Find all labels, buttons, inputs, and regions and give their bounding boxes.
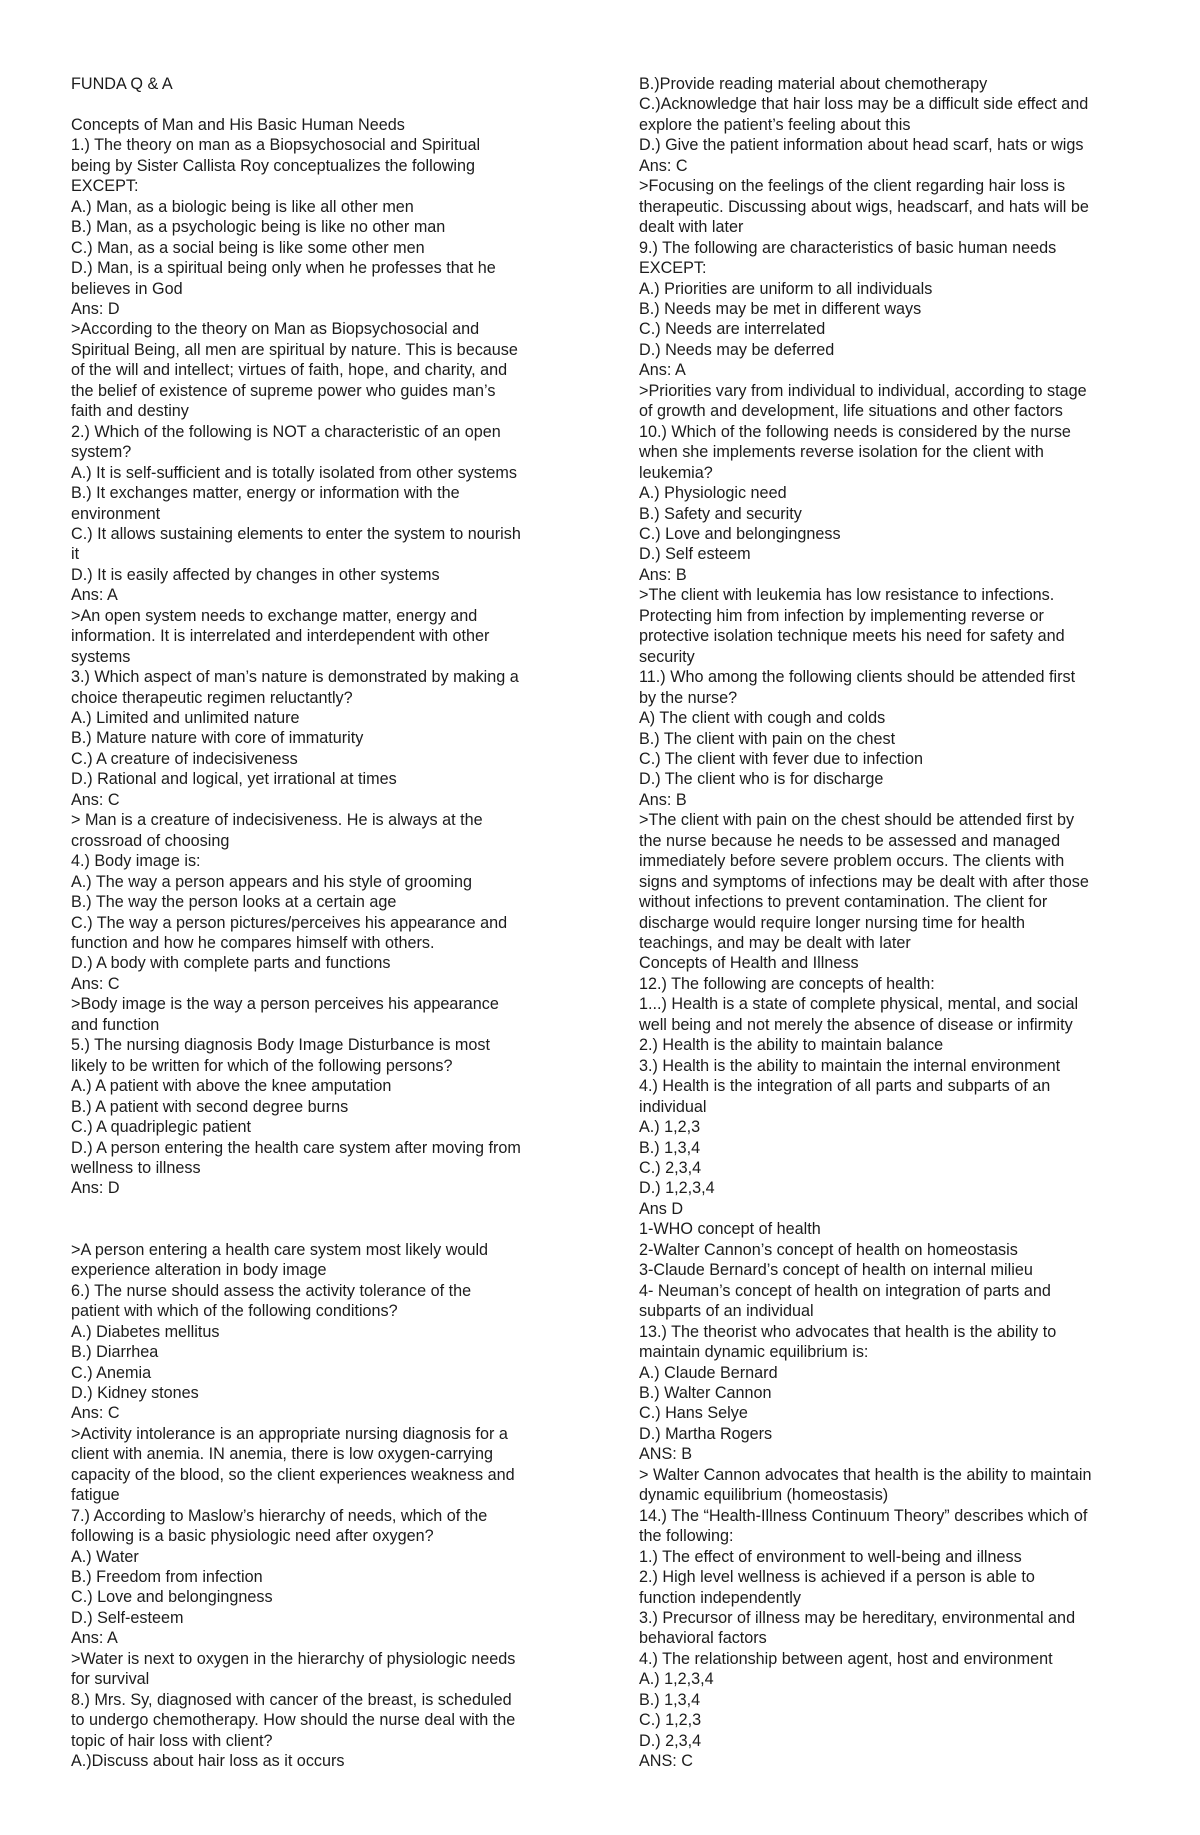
left-column-line: Ans: D — [71, 299, 120, 318]
right-column-line: individual — [639, 1097, 707, 1116]
right-column-line: 2.) High level wellness is achieved if a person is able to — [639, 1568, 1035, 1587]
right-column-line: 3-Claude Bernard’s concept of health on internal milieu — [639, 1261, 1033, 1280]
left-column-line: D.) Self-esteem — [71, 1608, 184, 1627]
right-column-line: Protecting him from infection by implementing reverse or — [639, 606, 1044, 625]
left-column-line: following is a basic physiologic need after oxygen? — [71, 1527, 434, 1546]
right-column-line: the following: — [639, 1527, 734, 1546]
left-column-line: Ans: C — [71, 974, 120, 993]
left-column-line: B.) The way the person looks at a certain age — [71, 893, 397, 912]
left-column-line: >Body image is the way a person perceives his appearance — [71, 995, 499, 1014]
right-column-line: 10.) Which of the following needs is considered by the nurse — [639, 422, 1071, 441]
right-column-line: B.) Walter Cannon — [639, 1384, 772, 1402]
right-column-line: A.) Priorities are uniform to all individuals — [639, 279, 933, 298]
right-column-line: B.) 1,3,4 — [639, 1138, 701, 1157]
right-column-line: therapeutic. Discussing about wigs, headscarf, and hats will be — [639, 197, 1089, 216]
right-column-line: 3.) Health is the ability to maintain the internal environment — [639, 1056, 1061, 1075]
left-column-line: C.) A creature of indecisiveness — [71, 749, 298, 768]
right-column-line: >Priorities vary from individual to individual, according to stage — [639, 381, 1087, 400]
right-column-line: D.) Give the patient information about head scarf, hats or wigs — [639, 136, 1084, 155]
right-column-line: function independently — [639, 1588, 802, 1607]
left-column-line: A.)Discuss about hair loss as it occurs — [71, 1752, 345, 1771]
left-column-line: 3.) Which aspect of man’s nature is demonstrated by making a — [71, 668, 519, 687]
left-column — [71, 74, 569, 1772]
left-column-line — [71, 94, 569, 114]
left-column-line: > Man is a creature of indecisiveness. He is always at the — [71, 811, 483, 830]
left-column-line: the belief of existence of supreme power who guides man’s — [71, 381, 496, 400]
left-column-line: capacity of the blood, so the client experiences weakness and — [71, 1465, 515, 1484]
left-column-line: believes in God — [71, 279, 183, 298]
right-column-line: Ans: B — [639, 565, 687, 584]
right-column-line: C.) Love and belongingness — [639, 524, 841, 543]
right-column-line: A) The client with cough and colds — [639, 709, 886, 728]
right-column-line: C.)Acknowledge that hair loss may be a difficult side effect and — [639, 95, 1089, 114]
left-column-line: C.) Man, as a social being is like some other men — [71, 238, 425, 257]
left-column-line: Ans: A — [71, 586, 118, 605]
right-column-line: 14.) The “Health-Illness Continuum Theory” describes which of — [639, 1506, 1088, 1525]
left-column-line: crossroad of choosing — [71, 831, 230, 850]
right-column-line: >Focusing on the feelings of the client regarding hair loss is — [639, 177, 1066, 196]
right-column — [639, 74, 1139, 1772]
left-column-line: fatigue — [71, 1486, 120, 1505]
left-column-line: 8.) Mrs. Sy, diagnosed with cancer of the breast, is scheduled — [71, 1690, 512, 1709]
left-column-line: Spiritual Being, all men are spiritual by nature. This is because — [71, 340, 518, 359]
left-column-line: system? — [71, 443, 132, 462]
right-column-line: 1-WHO concept of health — [639, 1220, 821, 1239]
left-column-line: 2.) Which of the following is NOT a characteristic of an open — [71, 422, 501, 441]
right-column-line: behavioral factors — [639, 1629, 767, 1648]
left-column-line: Ans: C — [71, 1404, 120, 1423]
left-column-line: experience alteration in body image — [71, 1261, 327, 1280]
left-column-line: >According to the theory on Man as Biopsychosocial and — [71, 320, 480, 339]
left-column-line: A.) It is self-sufficient and is totally isolated from other systems — [71, 463, 517, 482]
left-column-line — [71, 1219, 569, 1239]
left-column-line: C.) A quadriplegic patient — [71, 1118, 251, 1137]
right-column-line: protective isolation technique meets his need for safety and — [639, 627, 1065, 646]
left-column-line: C.) Anemia — [71, 1363, 152, 1382]
right-column-line: C.) 1,2,3 — [639, 1711, 702, 1730]
left-column-line: C.) It allows sustaining elements to enter the system to nourish — [71, 524, 521, 543]
right-column-line: leukemia? — [639, 463, 713, 482]
right-column-line: D.) Needs may be deferred — [639, 340, 835, 359]
right-column-line: discharge would require longer nursing time for health — [639, 913, 1026, 932]
right-column-line: D.) 1,2,3,4 — [639, 1179, 715, 1198]
left-column-line: C.) The way a person pictures/perceives his appearance and — [71, 913, 508, 932]
left-column-line: D.) Kidney stones — [71, 1383, 199, 1402]
right-column-line: >The client with leukemia has low resistance to infections. — [639, 586, 1055, 605]
left-column-line: it — [71, 545, 80, 564]
left-column-line: likely to be written for which of the following persons? — [71, 1056, 453, 1075]
left-column-line: A.) Man, as a biologic being is like all other men — [71, 197, 414, 216]
left-column-line: to undergo chemotherapy. How should the nurse deal with the — [71, 1711, 516, 1730]
left-column-line: Ans: C — [71, 790, 120, 809]
left-column-line: A.) The way a person appears and his style of grooming — [71, 872, 473, 891]
right-column-line: by the nurse? — [639, 688, 738, 707]
right-column-line: immediately before severe problem occurs. The clients with — [639, 852, 1065, 871]
left-column-line: B.) Freedom from infection — [71, 1568, 263, 1587]
left-column-line: A.) Diabetes mellitus — [71, 1322, 220, 1341]
right-column-line: EXCEPT: — [639, 259, 707, 278]
left-column-line: 5.) The nursing diagnosis Body Image Disturbance is most — [71, 1036, 490, 1055]
left-column-line: Ans: D — [71, 1179, 120, 1198]
left-column-line: C.) Love and belongingness — [71, 1588, 273, 1607]
right-column-line: 1.) The effect of environment to well-being and illness — [639, 1547, 1022, 1566]
right-column-line: B.) Needs may be met in different ways — [639, 299, 922, 318]
right-column-line: dealt with later — [639, 218, 744, 237]
left-column-line: >An open system needs to exchange matter, energy and — [71, 606, 478, 625]
left-column-line: and function — [71, 1015, 160, 1034]
right-column-line: without infections to prevent contamination. The client for — [639, 893, 1048, 912]
left-column-line: environment — [71, 504, 161, 523]
left-column-line — [71, 1199, 569, 1219]
right-column-line: security — [639, 647, 695, 666]
right-column-line: B.) The client with pain on the chest — [639, 729, 896, 748]
right-column-line: D.) Self esteem — [639, 545, 751, 564]
left-column-line: 7.) According to Maslow’s hierarchy of needs, which of the — [71, 1506, 488, 1525]
left-column-line: FUNDA Q & A — [71, 75, 173, 93]
right-column-line: C.) The client with fever due to infection — [639, 749, 924, 768]
right-column-line: dynamic equilibrium (homeostasis) — [639, 1486, 889, 1505]
left-column-line: Concepts of Man and His Basic Human Needs — [71, 115, 405, 134]
left-column-line: EXCEPT: — [71, 177, 139, 196]
right-column-line: C.) 2,3,4 — [639, 1159, 702, 1178]
right-column-line: of growth and development, life situations and other factors — [639, 402, 1063, 421]
left-column-line: 1.) The theory on man as a Biopsychosocial and Spiritual — [71, 136, 481, 155]
left-column-line: topic of hair loss with client? — [71, 1731, 273, 1750]
left-column-line: 4.) Body image is: — [71, 852, 201, 871]
right-column-line: Concepts of Health and Illness — [639, 954, 859, 973]
right-column-line: 4- Neuman’s concept of health on integration of parts and — [639, 1281, 1051, 1300]
right-column-line: 12.) The following are concepts of health: — [639, 974, 935, 993]
right-column-line: 11.) Who among the following clients should be attended first — [639, 668, 1076, 687]
right-column-line: 13.) The theorist who advocates that health is the ability to — [639, 1322, 1057, 1341]
right-column-line: explore the patient’s feeling about this — [639, 115, 911, 134]
left-column-line: >A person entering a health care system most likely would — [71, 1240, 489, 1259]
left-column-line: D.) Rational and logical, yet irrational at times — [71, 770, 397, 789]
right-column-line: subparts of an individual — [639, 1302, 814, 1321]
right-column-line: Ans: B — [639, 790, 687, 809]
right-column-line: A.) Claude Bernard — [639, 1363, 778, 1382]
left-column-line: patient with which of the following conditions? — [71, 1302, 398, 1321]
right-column-line: D.) The client who is for discharge — [639, 770, 884, 789]
right-column-line: Ans D — [639, 1199, 684, 1218]
left-column-line: B.) It exchanges matter, energy or information with the — [71, 484, 460, 503]
right-column-line: maintain dynamic equilibrium is: — [639, 1343, 869, 1362]
left-column-line: B.) A patient with second degree burns — [71, 1097, 349, 1116]
left-column-line: for survival — [71, 1670, 150, 1689]
right-column-line: A.) Physiologic need — [639, 484, 787, 503]
left-column-line: of the will and intellect; virtues of faith, hope, and charity, and — [71, 361, 508, 380]
right-column-line: 2-Walter Cannon’s concept of health on homeostasis — [639, 1240, 1018, 1259]
left-column-line: being by Sister Callista Roy conceptualizes the following — [71, 156, 475, 175]
left-column-line: B.) Mature nature with core of immaturity — [71, 729, 364, 748]
left-column-line: >Water is next to oxygen in the hierarchy of physiologic needs — [71, 1649, 516, 1668]
left-column-line: D.) It is easily affected by changes in other systems — [71, 565, 440, 584]
left-column-line: wellness to illness — [71, 1159, 201, 1177]
right-column-line: > Walter Cannon advocates that health is the ability to maintain — [639, 1465, 1092, 1484]
right-column-line: C.) Needs are interrelated — [639, 320, 826, 339]
left-column-line: function and how he compares himself with others. — [71, 934, 435, 953]
right-column-line: >The client with pain on the chest should be attended first by — [639, 811, 1075, 830]
right-column-line: C.) Hans Selye — [639, 1404, 748, 1423]
right-column-line: D.) 2,3,4 — [639, 1731, 702, 1750]
left-column-line: D.) A body with complete parts and functions — [71, 954, 391, 973]
left-column-line: >Activity intolerance is an appropriate nursing diagnosis for a — [71, 1424, 508, 1443]
right-column-line: Ans: A — [639, 361, 686, 380]
left-column-line: B.) Diarrhea — [71, 1343, 159, 1362]
right-column-line: the nurse because he needs to be assessed and managed — [639, 831, 1061, 850]
right-column-line: B.) Safety and security — [639, 504, 802, 523]
right-column-line: A.) 1,2,3,4 — [639, 1670, 714, 1689]
left-column-line: client with anemia. IN anemia, there is low oxygen-carrying — [71, 1445, 493, 1464]
left-column-line: A.) Limited and unlimited nature — [71, 709, 300, 728]
right-column-line: B.)Provide reading material about chemotherapy — [639, 75, 988, 93]
left-column-line: faith and destiny — [71, 402, 189, 421]
left-column-line: A.) Water — [71, 1547, 139, 1566]
right-column-line: 1...) Health is a state of complete physical, mental, and social — [639, 995, 1079, 1014]
left-column-line: choice therapeutic regimen reluctantly? — [71, 688, 353, 707]
left-column-line: systems — [71, 647, 131, 666]
right-column-line: Ans: C — [639, 156, 688, 175]
right-column-line: 4.) The relationship between agent, host and environment — [639, 1649, 1053, 1668]
right-column-line: 2.) Health is the ability to maintain balance — [639, 1036, 944, 1055]
left-column-line: information. It is interrelated and interdependent with other — [71, 627, 490, 646]
right-column-line: ANS: B — [639, 1445, 693, 1464]
right-column-line: D.) Martha Rogers — [639, 1424, 773, 1443]
left-column-line: A.) A patient with above the knee amputation — [71, 1077, 392, 1096]
right-column-line: when she implements reverse isolation for the client with — [639, 443, 1044, 462]
left-column-line: D.) A person entering the health care system after moving from — [71, 1138, 521, 1157]
left-column-line: Ans: A — [71, 1629, 118, 1648]
right-column-line: teachings, and may be dealt with later — [639, 934, 911, 953]
right-column-line: 3.) Precursor of illness may be hereditary, environmental and — [639, 1608, 1076, 1627]
right-column-line: B.) 1,3,4 — [639, 1690, 701, 1709]
left-column-line: B.) Man, as a psychologic being is like no other man — [71, 218, 446, 237]
right-column-line: 9.) The following are characteristics of basic human needs — [639, 238, 1057, 257]
left-column-line: D.) Man, is a spiritual being only when he professes that he — [71, 259, 496, 278]
right-column-line: ANS: C — [639, 1752, 693, 1771]
right-column-line: 4.) Health is the integration of all parts and subparts of an — [639, 1077, 1051, 1096]
right-column-line: well being and not merely the absence of disease or infirmity — [639, 1015, 1073, 1034]
left-column-line: 6.) The nurse should assess the activity tolerance of the — [71, 1281, 472, 1300]
right-column-line: signs and symptoms of infections may be dealt with after those — [639, 872, 1089, 891]
right-column-line: A.) 1,2,3 — [639, 1118, 701, 1137]
